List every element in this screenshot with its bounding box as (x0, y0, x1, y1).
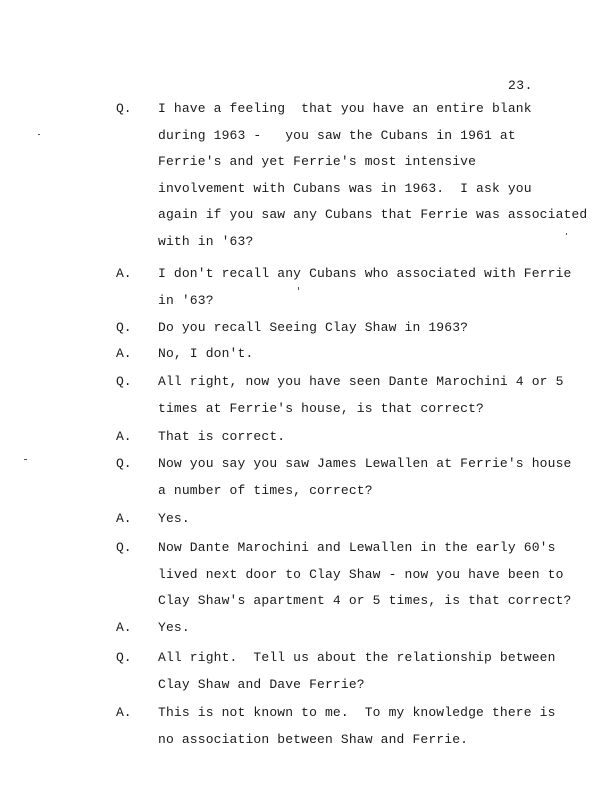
transcript-line: again if you saw any Cubans that Ferrie was associated (158, 207, 588, 223)
page-number: 23. (508, 78, 533, 93)
transcript-line: I have a feeling that you have an entire blank (158, 101, 532, 116)
answer-marker: A. (116, 705, 132, 720)
scan-speck (24, 459, 27, 460)
transcript-line: lived next door to Clay Shaw - now you have been to (158, 566, 564, 582)
transcript-line: Clay Shaw and Dave Ferrie? (158, 676, 365, 692)
transcript-line: a number of times, correct? (158, 482, 373, 498)
transcript-line: This is not known to me. To my knowledge there is (158, 705, 556, 720)
transcript-line: times at Ferrie's house, is that correct? (158, 400, 485, 416)
answer-marker: A. (116, 511, 132, 526)
scan-speck (298, 287, 299, 290)
scan-speck (566, 233, 567, 235)
question-marker: Q. (116, 650, 132, 665)
transcript-line: All right, now you have seen Dante Marochini 4 or 5 (158, 374, 564, 389)
answer-marker: A. (116, 266, 132, 281)
transcript-line: Now you say you saw James Lewallen at Ferrie's house (158, 456, 572, 471)
transcript-line: Now Dante Marochini and Lewallen in the early 60's (158, 540, 556, 555)
question-marker: Q. (116, 374, 132, 389)
answer-marker: A. (116, 346, 132, 361)
transcript-line: No, I don't. (158, 346, 254, 361)
scan-speck (38, 134, 40, 135)
transcript-line: involvement with Cubans was in 1963. I ask you (158, 180, 532, 196)
question-marker: Q. (116, 540, 132, 555)
transcript-line: Yes. (158, 620, 190, 635)
transcript-line: That is correct. (158, 429, 286, 444)
question-marker: Q. (116, 101, 132, 116)
question-marker: Q. (116, 320, 132, 335)
question-marker: Q. (116, 456, 132, 471)
answer-marker: A. (116, 620, 132, 635)
transcript-line: Do you recall Seeing Clay Shaw in 1963? (158, 320, 469, 335)
transcript-line: with in '63? (158, 234, 254, 249)
transcript-line: Clay Shaw's apartment 4 or 5 times, is that correct? (158, 593, 572, 609)
transcript-line: I don't recall any Cubans who associated with Ferrie (158, 266, 572, 281)
transcript-line: during 1963 - you saw the Cubans in 1961 at (158, 127, 516, 143)
transcript-line: Ferrie's and yet Ferrie's most intensive (158, 154, 477, 170)
transcript-line: in '63? (158, 292, 214, 308)
answer-marker: A. (116, 429, 132, 444)
transcript-line: All right. Tell us about the relationship between (158, 650, 556, 665)
transcript-line: no association between Shaw and Ferrie. (158, 731, 469, 747)
transcript-line: Yes. (158, 511, 190, 526)
